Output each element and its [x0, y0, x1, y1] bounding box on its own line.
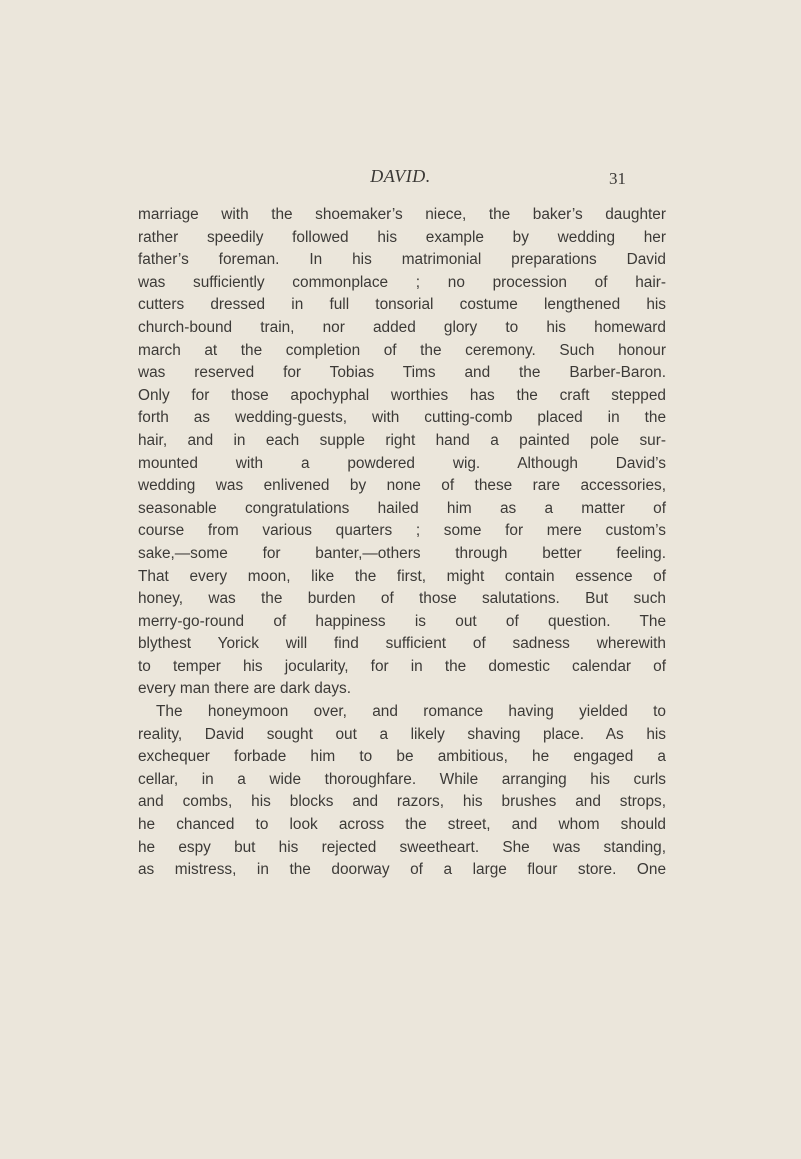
running-title: DAVID. — [370, 166, 431, 186]
text-line: That every moon, like the first, might contain essence of — [138, 567, 666, 585]
text-line: was sufficiently commonplace ; no procession of hair- — [138, 273, 666, 291]
paragraph — [138, 701, 666, 882]
running-head — [0, 166, 801, 190]
text-line: hair, and in each supple right hand a painted pole sur- — [138, 431, 666, 449]
text-line: he espy but his rejected sweetheart. She was standing, — [138, 838, 666, 856]
text-line: wedding was enlivened by none of these rare accessories, — [138, 477, 666, 495]
text-line: exchequer forbade him to be ambitious, he engaged a — [138, 748, 666, 766]
text-line: cellar, in a wide thoroughfare. While arranging his curls — [138, 770, 666, 788]
text-line: honey, was the burden of those salutations. But such — [138, 590, 666, 608]
page-number: 31 — [609, 169, 626, 188]
body-text — [138, 204, 666, 882]
text-line: every man there are dark days. — [138, 680, 352, 698]
text-line: seasonable congratulations hailed him as a matter of — [138, 499, 666, 517]
text-line: Only for those apochyphal worthies has the craft stepped — [138, 386, 666, 404]
text-line: The honeymoon over, and romance having yielded to — [156, 703, 666, 721]
text-line: was reserved for Tobias Tims and the Barber-Baron. — [138, 364, 666, 382]
text-line: marriage with the shoemaker’s niece, the baker’s daughter — [138, 206, 666, 223]
text-line: cutters dressed in full tonsorial costume lengthened his — [138, 296, 666, 314]
text-line: and combs, his blocks and razors, his brushes and strops, — [138, 793, 666, 811]
text-line: merry-go-round of happiness is out of question. The — [138, 612, 666, 630]
text-line: forth as wedding-guests, with cutting-comb placed in the — [138, 409, 666, 427]
paragraph — [138, 204, 666, 701]
text-line: blythest Yorick will find sufficient of sadness wherewith — [138, 635, 666, 653]
text-line: to temper his jocularity, for in the domestic calendar of — [138, 657, 666, 675]
text-line: father’s foreman. In his matrimonial preparations David — [138, 251, 666, 269]
text-line: rather speedily followed his example by wedding her — [138, 228, 666, 246]
text-line: he chanced to look across the street, and whom should — [138, 816, 666, 834]
text-line: mounted with a powdered wig. Although David’s — [138, 454, 666, 472]
text-line: as mistress, in the doorway of a large flour store. One — [138, 861, 666, 879]
text-line: reality, David sought out a likely shaving place. As his — [138, 725, 666, 743]
text-line: sake,—some for banter,—others through better feeling. — [138, 544, 666, 562]
text-line: course from various quarters ; some for mere custom’s — [138, 522, 666, 540]
text-line: march at the completion of the ceremony. Such honour — [138, 341, 666, 359]
text-line: church-bound train, nor added glory to his homeward — [138, 318, 666, 336]
